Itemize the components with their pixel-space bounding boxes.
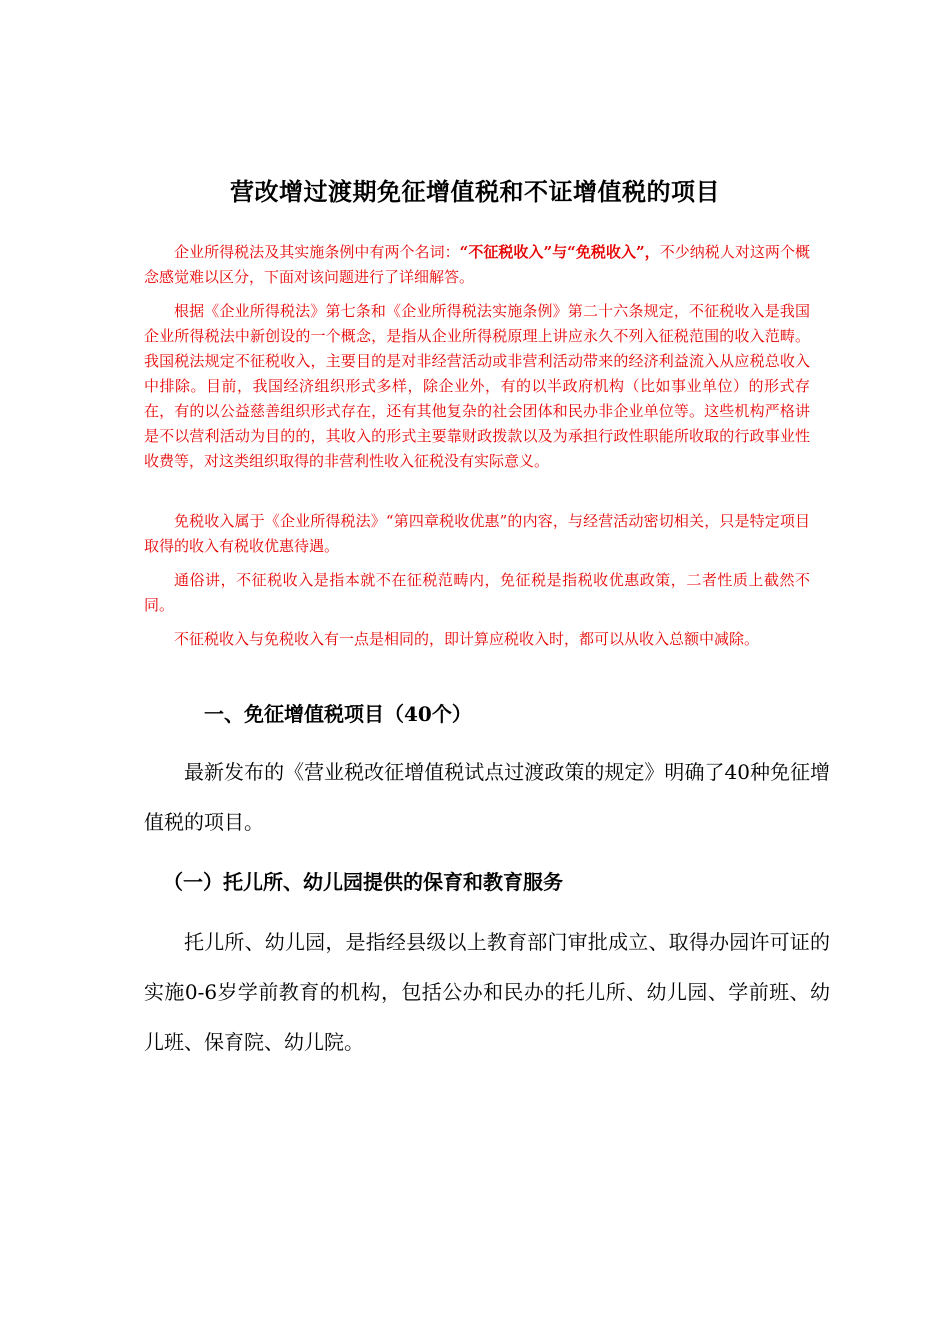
document-title: 营改增过渡期免征增值税和不证增值税的项目 [230, 177, 720, 206]
intro-paragraph-4: 通俗讲，不征税收入是指本就不在征税范畴内，免征税是指税收优惠政策，二者性质上截然不同。 [144, 571, 810, 614]
intro-paragraph-1 [144, 240, 810, 290]
section-paragraph: 最新发布的《营业税改征增值税试点过渡政策的规定》明确了40种免征增值税的项目。 [144, 760, 830, 834]
intro-p1-highlight: “不征税收入”与“免税收入”， [459, 243, 660, 261]
section-heading: 一、免征增值税项目（40个） [204, 702, 472, 726]
subsection-heading: （一）托儿所、幼儿园提供的保育和教育服务 [163, 870, 563, 894]
subsection-paragraph: 托儿所、幼儿园，是指经县级以上教育部门审批成立、取得办园许可证的实施0-6岁学前教育的机构，包括公办和民办的托儿所、幼儿园、学前班、幼儿班、保育院、幼儿院。 [144, 930, 830, 1054]
intro-paragraph-3: 免税收入属于《企业所得税法》“第四章税收优惠”的内容，与经营活动密切相关，只是特定项目取得的收入有税收优惠待遇。 [144, 512, 810, 555]
intro-p1-lead: 企业所得税法及其实施条例中有两个名词： [174, 243, 460, 261]
intro-p1-tail: 不少纳税人对这两个概念感觉难以区分，下面对该问题进行了详细解答。 [144, 243, 810, 286]
intro-paragraph-5: 不征税收入与免税收入有一点是相同的，即计算应税收入时，都可以从收入总额中减除。 [174, 630, 760, 648]
intro-paragraph-2: 根据《企业所得税法》第七条和《企业所得税法实施条例》第二十六条规定，不征税收入是我国企业所得税法中新创设的一个概念，是指从企业所得税原理上讲应永久不列入征税范围的收入范畴。我国税法规定不征税收入，主要目的是对非经营活动或非营利活动带来的经济利益流入从应税总收入中排除。目前，我国经济组织形式多样，除企业外，有的以半政府机构（比如事业单位）的形式存在，有的以公益慈善组织形式存在，还有其他复杂的社会团体和民办非企业单位等。这些机构严格讲是不以营利活动为目的的，其收入的形式主要靠财政拨款以及为承担行政性职能所收取的行政事业性收费等，对这类组织取得的非营利性收入征税没有实际意义。 [144, 302, 810, 470]
